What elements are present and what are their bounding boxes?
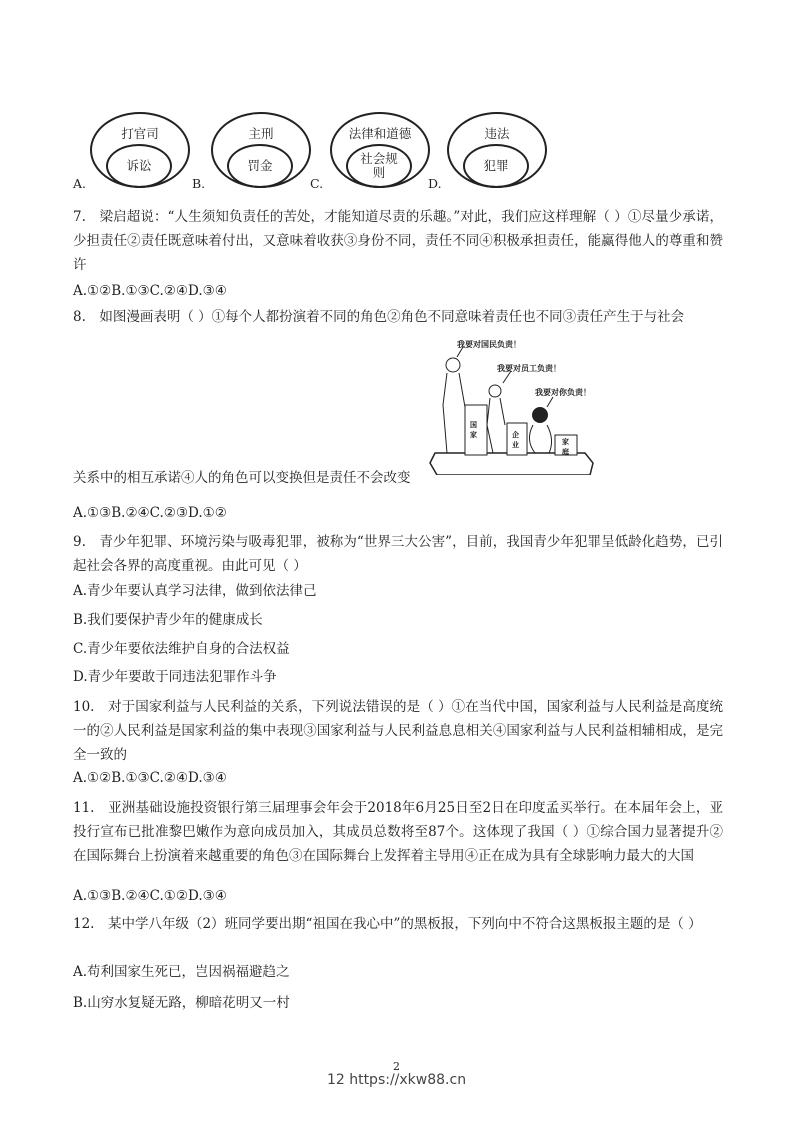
venn-diagram-b: [211, 112, 311, 188]
inner-label: 犯罪: [463, 144, 529, 188]
inner-label: 诉讼: [106, 144, 172, 188]
sign-nation: 国家: [470, 421, 477, 439]
outer-label: 法律和道德: [348, 126, 412, 141]
speech-bubble-nation: 我要对国民负责！: [457, 340, 521, 349]
outer-label: 打官司: [121, 126, 159, 141]
question-10-answers: A.①②B.①③C.②④D.③④: [73, 770, 227, 786]
question-7-answers: A.①②B.①③C.②④D.③④: [73, 283, 227, 299]
question-7-stem: 7. 梁启超说：“人生须知负责任的苦处，才能知道尽责的乐趣。”对此，我们应这样理解（ ）①尽量少承诺，少担责任②责任既意味着付出，又意味着收获③身份不同，责任不同④积极承担责任，能赢得他人的尊重和赞许: [73, 209, 723, 273]
question-9-option-c: C.青少年要依法维护自身的合法权益: [73, 641, 290, 657]
question-9-option-b: B.我们要保护青少年的健康成长: [73, 612, 263, 628]
option-label-b: B.: [192, 176, 206, 191]
question-12-stem: 12. 某中学八年级（2）班同学要出期“祖国在我心中”的黑板报，下列向中不符合这黑板报主题的是（ ）: [73, 916, 702, 932]
outer-label: 主刑: [248, 126, 274, 141]
question-8-stem-cont: 关系中的相互承诺④人的角色可以变换但是责任不会改变: [73, 470, 411, 486]
inner-label: 罚金: [227, 144, 293, 188]
question-10-stem: 10. 对于国家利益与人民利益的关系，下列说法错误的是（ ）①在当代中国，国家利益与人民利益是高度统一的②人民利益是国家利益的集中表现③国家利益与人民利益息息相关④国家利益与人民利益相辅相成，是完全一致的: [73, 699, 723, 763]
question-12-option-a: A.苟利国家生死已，岂因祸福避趋之: [73, 964, 290, 980]
question-8-stem: 8. 如图漫画表明（ ）①每个人都扮演着不同的角色②角色不同意味着责任也不同③责任产生于与社会: [73, 309, 685, 325]
sign-enterprise: 企业: [512, 431, 519, 449]
option-label-c: C.: [310, 176, 324, 191]
question-12-option-b: B.山穷水复疑无路，柳暗花明又一村: [73, 995, 290, 1011]
question-11-answers: A.①③B.②④C.①②D.③④: [73, 888, 227, 904]
sign-family: 家庭: [562, 438, 569, 456]
question-9-option-d: D.青少年要敢于同违法犯罪作斗争: [73, 669, 277, 685]
speech-bubble-family: 我要对你负责！: [535, 388, 591, 397]
responsibility-cartoon: [425, 335, 595, 475]
venn-diagram-c: [330, 112, 430, 188]
venn-diagram-a: [90, 112, 190, 188]
option-label-d: D.: [428, 176, 442, 191]
venn-diagram-d: [447, 112, 547, 188]
speech-bubble-enterprise: 我要对员工负责！: [497, 364, 561, 373]
question-9-option-a: A.青少年要认真学习法律，做到依法律己: [73, 583, 317, 599]
question-11-stem: 11. 亚洲基础设施投资银行第三届理事会年会于2018年6月25日至2日在印度孟买举行。在本届年会上，亚投行宣布已批准黎巴嫩作为意向成员加入，其成员总数将至87个。这体现了我国（ ）①综合国力显著提升②在国际舞台上扮演着来越重要的角色③在国际舞台上发挥着主导用④正在成为具有全球影响力最大的大国: [73, 800, 723, 864]
question-9-stem: 9. 青少年犯罪、环境污染与吸毒犯罪，被称为“世界三大公害”，目前，我国青少年犯罪呈低龄化趋势，已引起社会各界的高度重视。由此可见（ ）: [73, 534, 723, 574]
outer-label: 违法: [484, 126, 510, 141]
option-label-a: A.: [73, 176, 87, 191]
page-number: 2: [393, 1060, 400, 1073]
inner-label: 社会规则: [346, 144, 412, 188]
question-8-answers: A.①③B.②④C.②③D.①②: [73, 505, 227, 521]
footer-watermark: 12 https://xkw88.cn: [326, 1072, 467, 1088]
